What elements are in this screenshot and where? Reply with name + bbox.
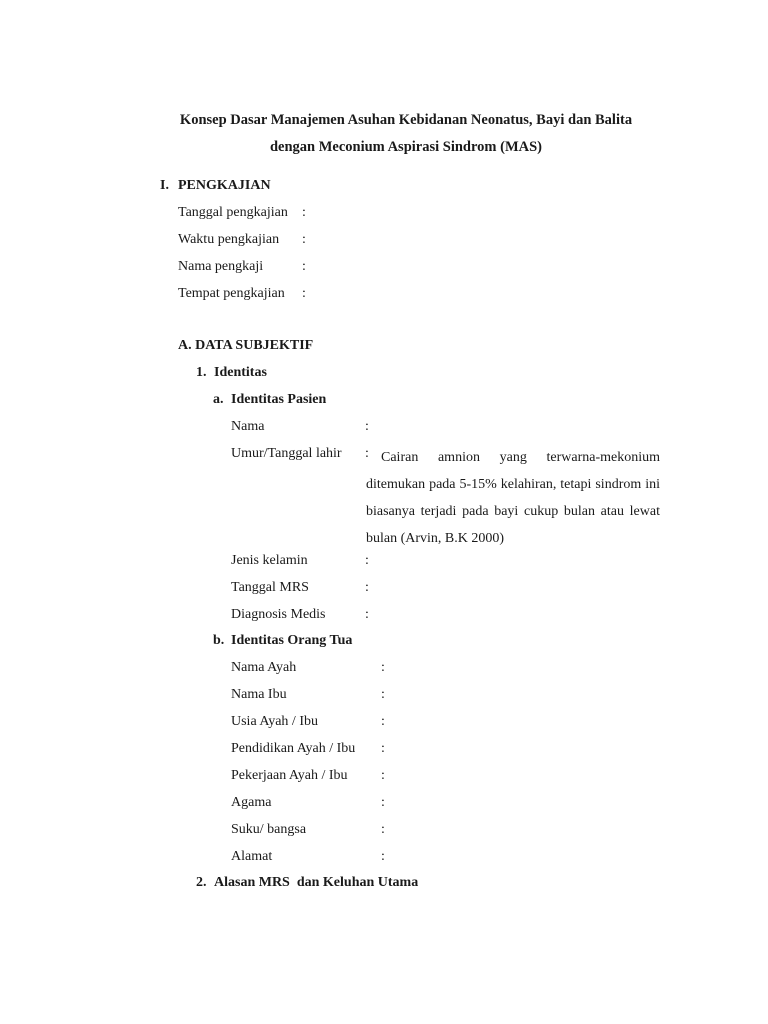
field-umur-tanggal-lahir: Umur/Tanggal lahir [231, 446, 342, 461]
field-separator: : [381, 849, 385, 864]
field-pendidikan-ayah-ibu: Pendidikan Ayah / Ibu [231, 741, 356, 756]
field-alamat: Alamat [231, 849, 273, 864]
field-separator: : [365, 446, 369, 461]
field-separator: : [381, 822, 385, 837]
section-1-heading: PENGKAJIAN [178, 178, 271, 193]
field-separator: : [381, 741, 385, 756]
field-separator: : [381, 768, 385, 783]
field-nama: Nama [231, 419, 265, 434]
field-waktu-pengkajian: Waktu pengkajian [178, 232, 280, 247]
field-pekerjaan-ayah-ibu: Pekerjaan Ayah / Ibu [231, 768, 348, 783]
section-1-number: I. [160, 178, 169, 193]
field-tanggal-pengkajian: Tanggal pengkajian [178, 205, 288, 220]
item-2-number: 2. [196, 875, 207, 890]
field-jenis-kelamin: Jenis kelamin [231, 553, 308, 568]
field-separator: : [302, 286, 306, 301]
item-1-label: Identitas [214, 365, 267, 380]
field-separator: : [365, 419, 369, 434]
field-suku-bangsa: Suku/ bangsa [231, 822, 307, 837]
field-agama: Agama [231, 795, 272, 810]
field-separator: : [365, 553, 369, 568]
title-line-1: Konsep Dasar Manajemen Asuhan Kebidanan Neonatus, Bayi dan Balita [179, 112, 633, 128]
field-separator: : [381, 714, 385, 729]
field-separator: : [365, 580, 369, 595]
field-usia-ayah-ibu: Usia Ayah / Ibu [231, 714, 318, 729]
sub-b-label: Identitas Orang Tua [231, 633, 353, 648]
field-separator: : [302, 205, 306, 220]
field-tanggal-mrs: Tanggal MRS [231, 580, 309, 595]
umur-value-text: Cairan amnion yang terwarna-mekonium ditemukan pada 5-15% kelahiran, tetapi sindrom ini biasanya terjadi pada bayi cukup bulan atau lewat bulan (Arvin, B.K 2000) [366, 450, 660, 546]
item-1-number: 1. [196, 365, 207, 380]
field-diagnosis-medis: Diagnosis Medis [231, 607, 326, 622]
field-nama-ibu: Nama Ibu [231, 687, 287, 702]
field-separator: : [302, 232, 306, 247]
title-line-2: dengan Meconium Aspirasi Sindrom (MAS) [269, 139, 543, 155]
sub-a-label: Identitas Pasien [231, 392, 327, 407]
field-separator: : [381, 795, 385, 810]
item-2-label: Alasan MRS dan Keluhan Utama [214, 875, 419, 890]
field-nama-pengkaji: Nama pengkaji [178, 259, 264, 274]
field-separator: : [381, 687, 385, 702]
field-separator: : [365, 607, 369, 622]
section-a-heading: A. DATA SUBJEKTIF [178, 338, 314, 353]
field-separator: : [302, 259, 306, 274]
field-separator: : [381, 660, 385, 675]
sub-a-number: a. [213, 392, 224, 407]
field-tempat-pengkajian: Tempat pengkajian [178, 286, 285, 301]
sub-b-number: b. [213, 633, 225, 648]
field-nama-ayah: Nama Ayah [231, 660, 297, 675]
